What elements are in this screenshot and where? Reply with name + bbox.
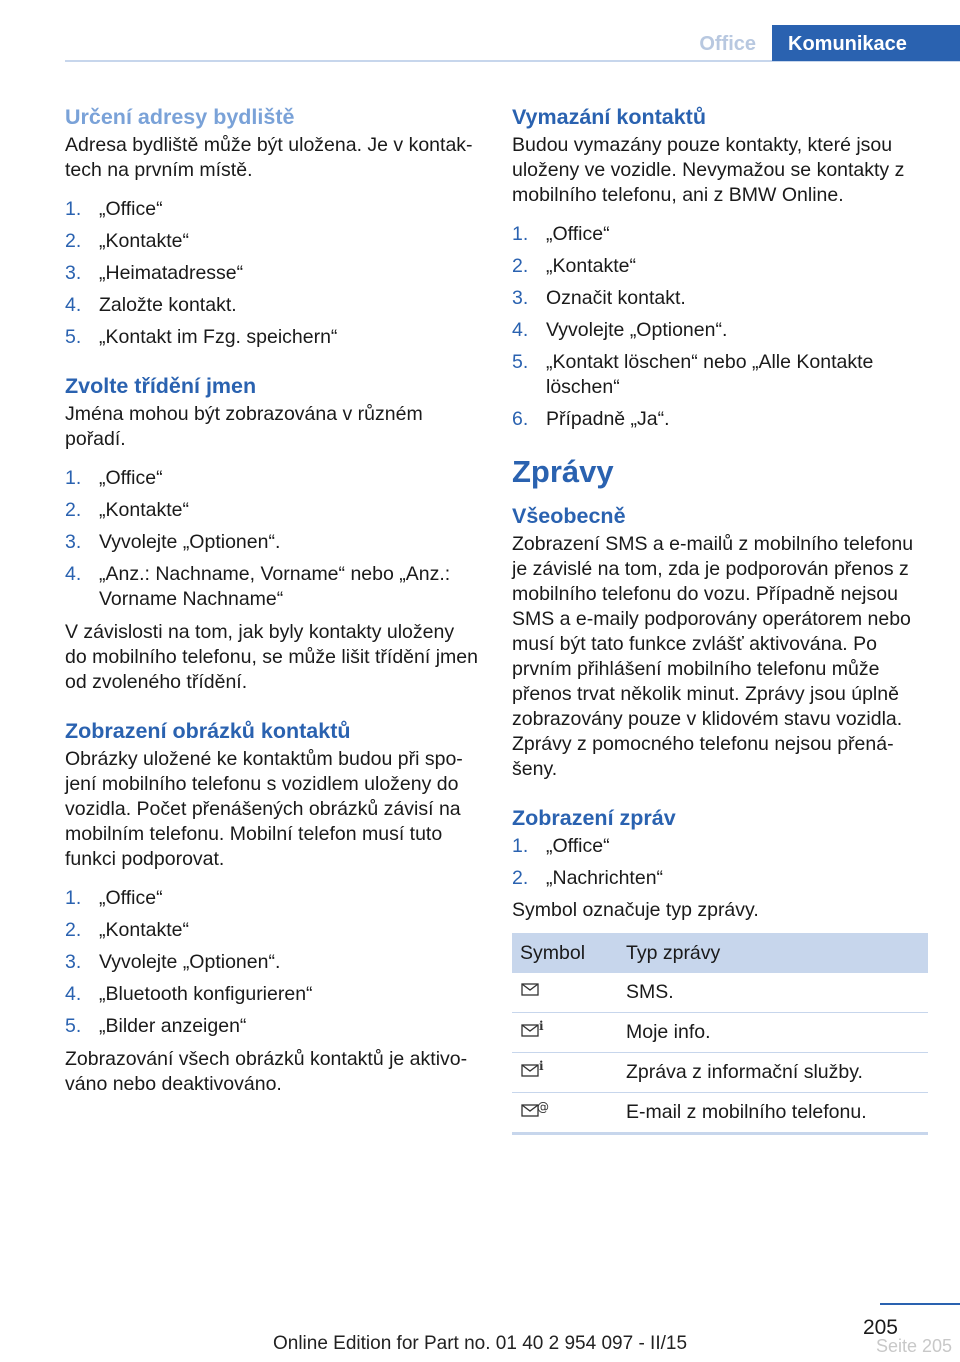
step-number: 4.: [65, 983, 82, 1005]
section-title-messages: Zobrazení zpráv: [512, 806, 676, 830]
table-row: [512, 1013, 928, 1053]
section-text-general: Zobrazení SMS a e-mailů z mobilního telefonu je závislé na tom, zda je podporován přenos z mobilního telefonu do vozu. Případně nejsou SMS a e-maily podporovány operátorem nebo musí být tato funkce zvlášť aktivována. Po prvním přihlášení mobilního telefonu může přenos trvat několik minut. Zprávy jsou úplně zobrazovány pouze v klidovém stavu vozidla. Zprávy z pomocného telefonu nejsou přená-šeny.: [512, 533, 914, 780]
step-text: „Nachrichten“: [546, 867, 664, 889]
step-text: „Office“: [546, 835, 610, 857]
table-cell-type: SMS.: [618, 973, 928, 1013]
steps-delete: [512, 222, 928, 432]
list-item: [512, 254, 928, 279]
step-text: „Bilder anzeigen“: [99, 1015, 247, 1037]
list-item: [65, 325, 480, 350]
step-text: Označit kontakt.: [546, 287, 686, 309]
table-cell-type: Zpráva z informační služby.: [618, 1053, 928, 1093]
step-text: „Heimatadresse“: [99, 262, 244, 284]
list-item: [65, 229, 480, 254]
section-text-sort: Jména mohou být zobrazována v různém pořadí.: [65, 403, 423, 450]
list-item: [65, 982, 480, 1007]
table-row: [512, 1053, 928, 1093]
list-item: [512, 350, 928, 400]
list-item: [512, 286, 928, 311]
list-item: [65, 918, 480, 943]
message-type-table: [512, 933, 928, 1135]
step-number: 5.: [65, 1015, 82, 1037]
left-column: [65, 103, 480, 1111]
envelope-at-icon: [520, 1099, 550, 1119]
page-number: 205: [862, 1316, 898, 1339]
svg-text:i: i: [539, 1059, 544, 1073]
step-text: „Kontakte“: [99, 230, 189, 252]
step-number: 1.: [65, 887, 82, 909]
right-column: [512, 103, 928, 1135]
list-item: [65, 466, 480, 491]
step-number: 1.: [65, 198, 82, 220]
table-cell-symbol: [512, 1093, 618, 1134]
section-title-address: Určení adresy bydliště: [65, 105, 295, 129]
list-item: [512, 318, 928, 343]
step-number: 2.: [65, 499, 82, 521]
tab-komunikace[interactable]: Komunikace: [772, 25, 960, 61]
step-text: „Office“: [99, 887, 163, 909]
step-text: „Office“: [546, 223, 610, 245]
step-number: 2.: [512, 867, 529, 889]
steps-address: [65, 197, 480, 350]
section-messages: [512, 804, 928, 1135]
table-row: [512, 1093, 928, 1134]
svg-text:i: i: [539, 1019, 544, 1033]
table-cell-symbol: [512, 1013, 618, 1053]
footer-rule: [880, 1303, 960, 1305]
step-number: 4.: [512, 319, 529, 341]
list-item: [512, 407, 928, 432]
step-text: „Kontakt löschen“ nebo „Alle Kontakte löschen“: [546, 351, 874, 398]
section-title-pictures: Zobrazení obrázků kontaktů: [65, 719, 351, 743]
steps-pictures: [65, 886, 480, 1039]
envelope-icon: [520, 979, 546, 999]
step-number: 3.: [65, 531, 82, 553]
list-item: [65, 950, 480, 975]
step-text: „Office“: [99, 198, 163, 220]
table-cell-symbol: [512, 973, 618, 1013]
step-number: 1.: [65, 467, 82, 489]
table-row: [512, 973, 928, 1013]
list-item: [65, 293, 480, 318]
column-header-symbol: Symbol: [512, 933, 618, 973]
step-number: 5.: [512, 351, 529, 373]
svg-text:@: @: [537, 1100, 549, 1114]
step-number: 1.: [512, 223, 529, 245]
section-text-delete: Budou vymazány pouze kontakty, které jsou uloženy ve vozidle. Nevymažou se kontakty z mobilního telefonu, ani z BMW Online.: [512, 134, 905, 206]
list-item: [512, 222, 928, 247]
section-title-sort: Zvolte třídění jmen: [65, 374, 257, 398]
step-text: „Kontakte“: [99, 499, 189, 521]
step-number: 2.: [65, 919, 82, 941]
table-cell-type: E-mail z mobilního telefonu.: [618, 1093, 928, 1134]
list-item: [512, 834, 928, 859]
section-note-messages: Symbol označuje typ zprávy.: [512, 899, 759, 921]
step-text: „Kontakte“: [546, 255, 636, 277]
section-sort: [65, 372, 480, 695]
tab-office[interactable]: Office: [699, 33, 756, 55]
section-title-delete: Vymazání kontaktů: [512, 105, 706, 129]
table-header-row: [512, 933, 928, 973]
step-text: „Kontakte“: [99, 919, 189, 941]
steps-messages: [512, 834, 928, 891]
step-text: „Anz.: Nachname, Vorname“ nebo „Anz.: Vorname Nachname“: [99, 563, 451, 610]
step-text: Založte kontakt.: [99, 294, 237, 316]
step-number: 3.: [65, 951, 82, 973]
list-item: [65, 562, 480, 612]
step-number: 6.: [512, 408, 529, 430]
list-item: [512, 866, 928, 891]
step-text: „Bluetooth konfigurieren“: [99, 983, 313, 1005]
envelope-info-icon: [520, 1019, 546, 1039]
list-item: [65, 886, 480, 911]
step-number: 2.: [512, 255, 529, 277]
step-number: 3.: [65, 262, 82, 284]
section-pictures: [65, 717, 480, 1097]
table-cell-symbol: [512, 1053, 618, 1093]
section-text-pictures: Obrázky uložené ke kontaktům budou při spo-jení mobilního telefonu s vozidlem uloženy do vozidla. Počet přenášených obrázků závisí na mobilním telefonu. Mobilní telefon musí tuto funkci podporovat.: [65, 748, 463, 870]
list-item: [65, 197, 480, 222]
step-number: 2.: [65, 230, 82, 252]
list-item: [65, 530, 480, 555]
step-number: 1.: [512, 835, 529, 857]
step-text: Případně „Ja“.: [546, 408, 670, 430]
section-text-address: Adresa bydliště může být uložena. Je v kontak-tech na prvním místě.: [65, 134, 473, 181]
header-tabs: [683, 25, 960, 61]
section-title-general: Všeobecně: [512, 504, 626, 528]
step-text: „Kontakt im Fzg. speichern“: [99, 326, 338, 348]
step-number: 4.: [65, 294, 82, 316]
envelope-info-icon: [520, 1059, 546, 1079]
column-header-type: Typ zprávy: [618, 933, 928, 973]
table-cell-type: Moje info.: [618, 1013, 928, 1053]
list-item: [65, 261, 480, 286]
footer-edition: Online Edition for Part no. 01 40 2 954 097 - II/15: [272, 1333, 688, 1354]
step-text: Vyvolejte „Optionen“.: [546, 319, 728, 341]
section-note-pictures: Zobrazování všech obrázků kontaktů je aktivo-váno nebo deaktivováno.: [65, 1048, 468, 1095]
steps-sort: [65, 466, 480, 612]
step-number: 5.: [65, 326, 82, 348]
step-number: 4.: [65, 563, 82, 585]
watermark: Seite 205: [875, 1336, 952, 1356]
step-text: „Office“: [99, 467, 163, 489]
list-item: [65, 498, 480, 523]
step-text: Vyvolejte „Optionen“.: [99, 951, 281, 973]
section-note-sort: V závislosti na tom, jak byly kontakty uloženy do mobilního telefonu, se může lišit třídění jmen od zvoleného třídění.: [65, 621, 478, 693]
step-number: 3.: [512, 287, 529, 309]
chapter-title: Zprávy: [512, 454, 614, 489]
list-item: [65, 1014, 480, 1039]
step-text: Vyvolejte „Optionen“.: [99, 531, 281, 553]
